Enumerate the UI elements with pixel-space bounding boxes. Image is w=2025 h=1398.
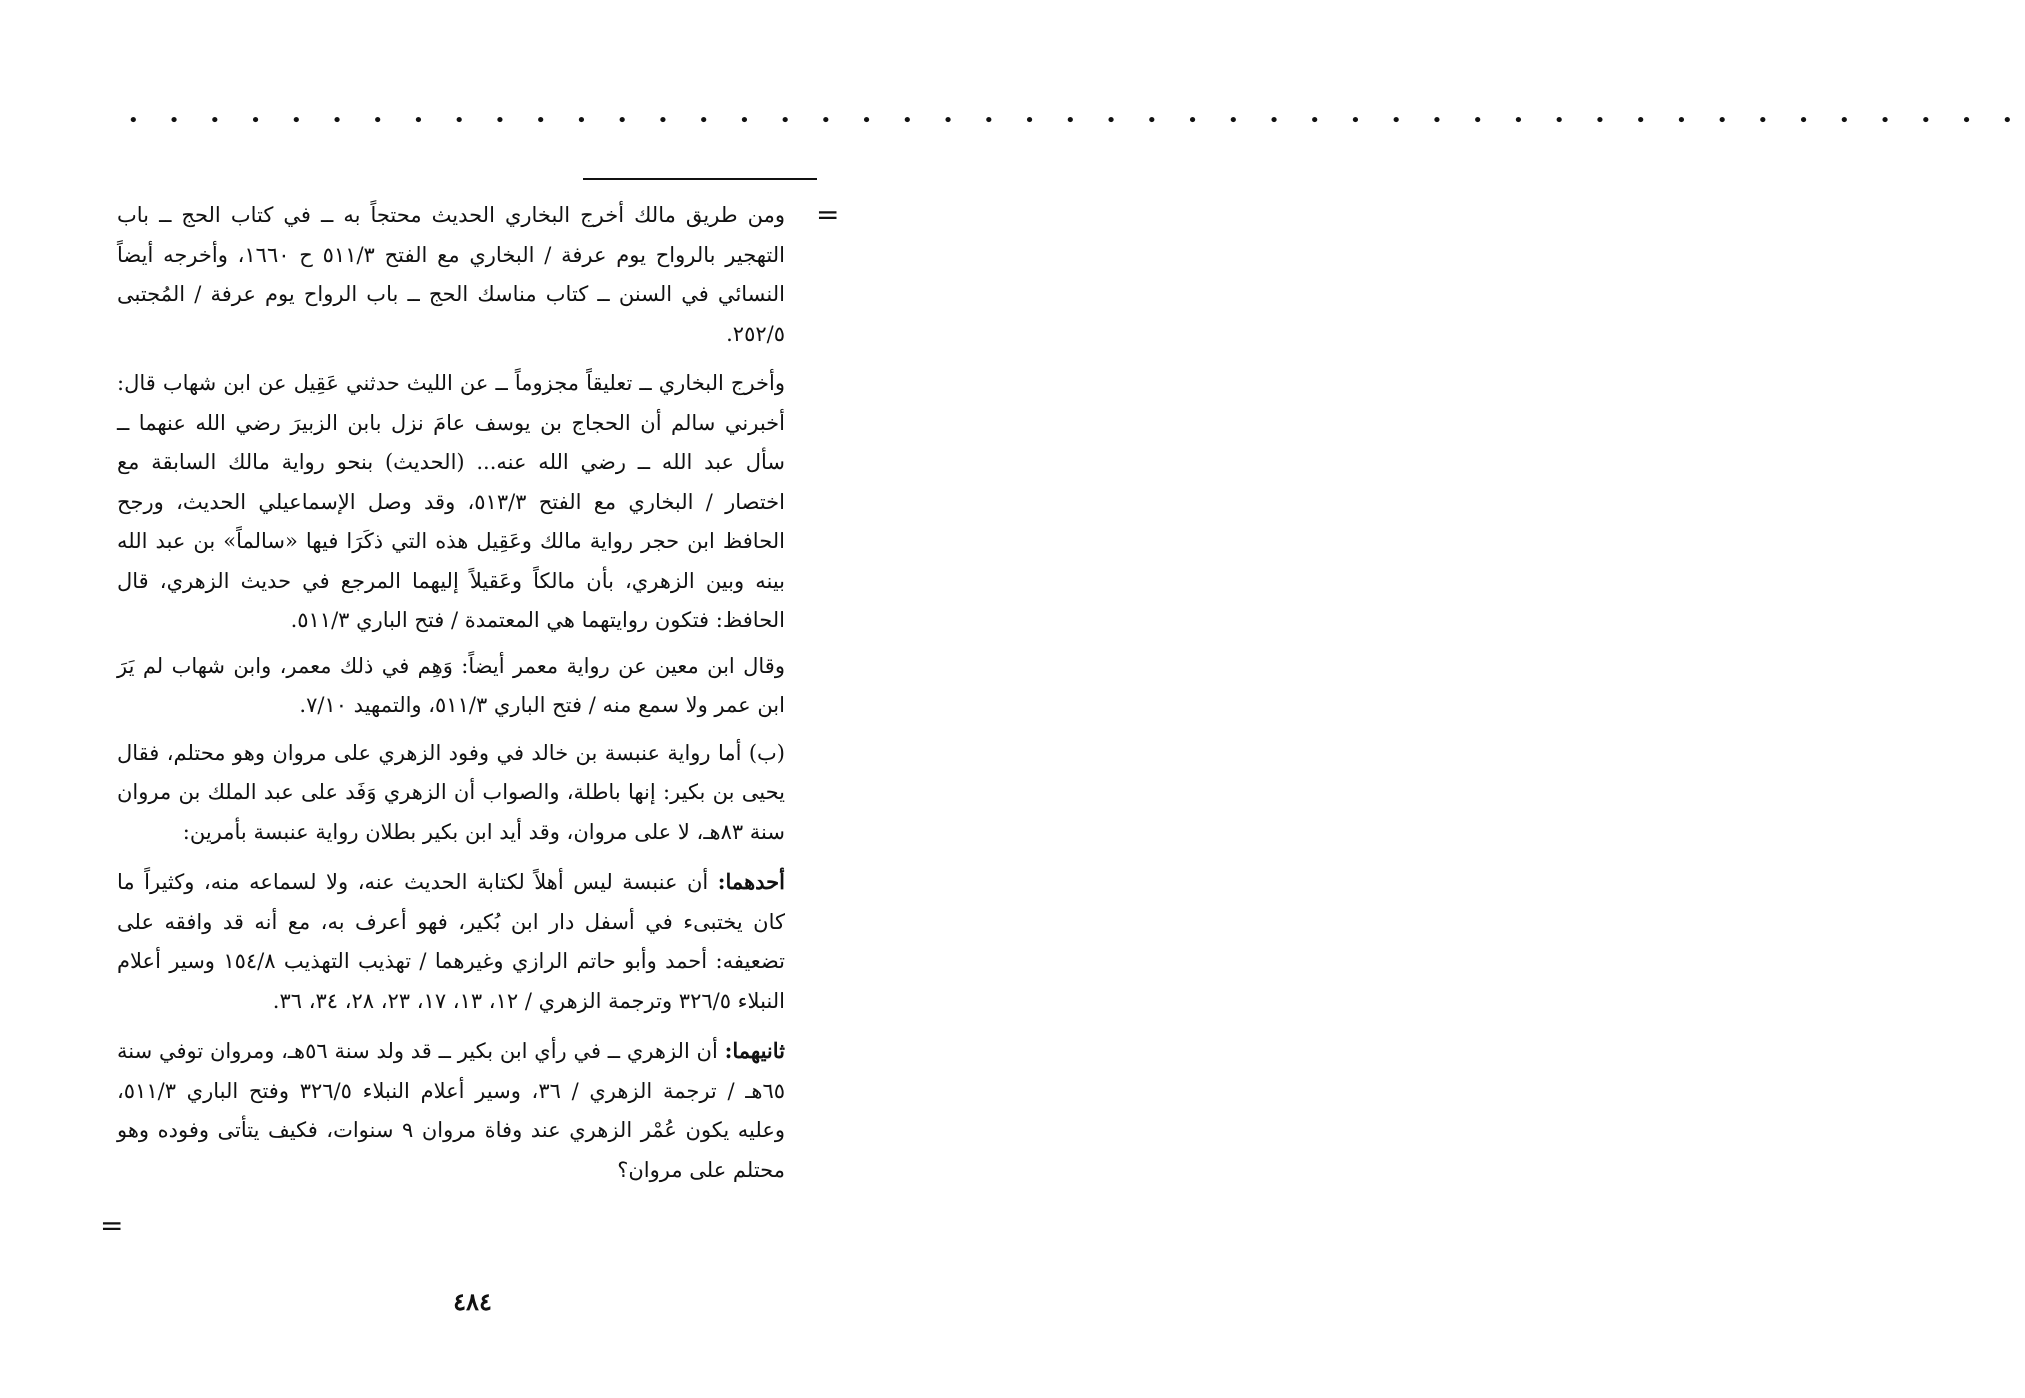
top-dotted-separator: • • • • • • • • • • • • • • • • • • • • • • • • • • • • • • • • • • • • • • • • • • • • • • • bbox=[128, 110, 2025, 131]
bottom-continuation-mark: = bbox=[100, 1209, 124, 1242]
paragraph-3: وقال ابن معين عن رواية معمر أيضاً: وَهِم في ذلك معمر، وابن شهاب لم يَرَ ابن عمر ولا سمع منه / فتح الباري ٥١١/٣، والتمهيد ٧/١٠. bbox=[117, 653, 785, 717]
page-number: ٤٨٤ bbox=[453, 1287, 492, 1316]
paragraph-5 bbox=[117, 862, 785, 1021]
paragraph-6-label: ثانيهما: bbox=[724, 1038, 785, 1063]
paragraph-6-text: أن الزهري ــ في رأي ابن بكير ــ قد ولد سنة ٥٦هـ، ومروان توفي سنة ٦٥هـ / ترجمة الزهري / ٣٦، وسير أعلام النبلاء ٣٢٦/٥ وفتح الباري ٥١١/٣، وعليه يكون عُمْر الزهري عند وفاة مروان ٩ سنوات، فكيف يتأتى وفوده وهو محتلم على مروان؟ bbox=[117, 1039, 786, 1182]
top-continuation-mark: = bbox=[816, 198, 840, 231]
paragraph-5-text: أن عنبسة ليس أهلاً لكتابة الحديث عنه، ولا لسماعه منه، وكثيراً ما كان يختبىء في أسفل دار ابن بُكير، فهو أعرف به، مع أنه قد وافقه على تضعيفه: أحمد وأبو حاتم الرازي وغيرهما / تهذيب التهذيب ١٥٤/٨ وسير أعلام النبلاء ٣٢٦/٥ وترجمة الزهري / ١٢، ١٣، ١٧، ٢٣، ٢٨، ٣٤، ٣٦. bbox=[117, 870, 785, 1013]
paragraph-1: ومن طريق مالك أخرج البخاري الحديث محتجاً به ــ في كتاب الحج ــ باب التهجير بالرواح يوم عرفة / البخاري مع الفتح ٥١١/٣ ح ١٦٦٠، وأخرجه أيضاً النسائي في السنن ــ كتاب مناسك الحج ــ باب الرواح يوم عرفة / المُجتبى ٢٥٢/٥. bbox=[117, 203, 785, 346]
paragraph-6 bbox=[117, 1031, 785, 1190]
paragraph-5-label: أحدهما: bbox=[717, 869, 785, 894]
paragraph-2: وأخرج البخاري ــ تعليقاً مجزوماً ــ عن الليث حدثني عَقِيل عن ابن شهاب قال: أخبرني سالم أن الحجاج بن يوسف عامَ نزل بابن الزبيرَ رضي الله عنهما ــ سأل عبد الله ــ رضي الله عنه... (الحديث) بنحو رواية مالك السابقة مع اختصار / البخاري مع الفتح ٥١٣/٣، وقد وصل الإسماعيلي الحديث، ورجح الحافظ ابن حجر رواية مالك وعَقِيل هذه التي ذكَرَا فيها «سالماً» بن عبد الله بينه وبين الزهري، بأن مالكاً وعَقيلاً إليهما المرجع في حديث الزهري، قال الحافظ: فتكون روايتهما هي المعتمدة / فتح الباري ٥١١/٣. bbox=[117, 371, 785, 632]
footnote-rule bbox=[583, 178, 817, 180]
paragraph-4: (ب) أما رواية عنبسة بن خالد في وفود الزهري على مروان وهو محتلم، فقال يحيى بن بكير: إنها باطلة، والصواب أن الزهري وَفَد على عبد الملك بن مروان سنة ٨٣هـ، لا على مروان، وقد أيد ابن بكير بطلان رواية عنبسة بأمرين: bbox=[117, 740, 785, 844]
main-text-block bbox=[117, 196, 785, 1190]
